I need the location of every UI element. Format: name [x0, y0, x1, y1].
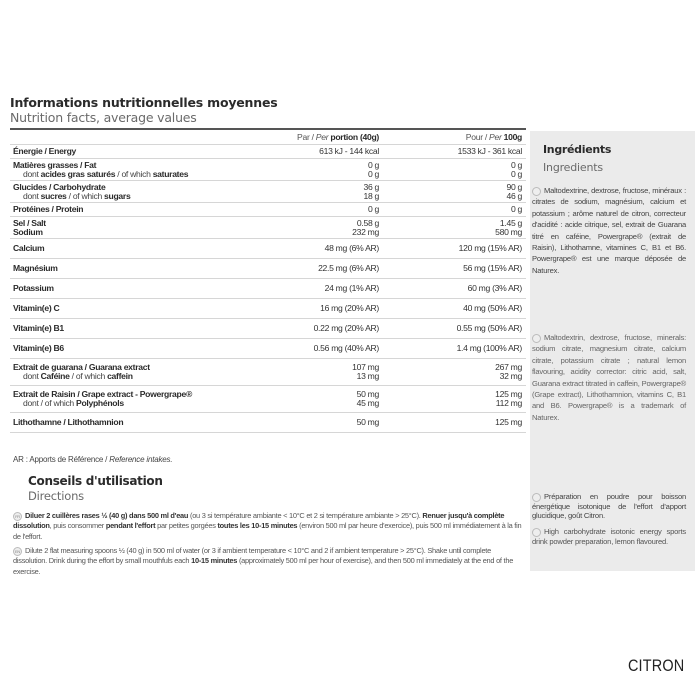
table-row: Calcium 48 mg (6% AR) 120 mg (15% AR) — [10, 239, 526, 259]
table-row: Magnésium 22.5 mg (6% AR) 56 mg (15% AR) — [10, 259, 526, 279]
product-description-en: High carbohydrate isotonic energy sports drink powder preparation, lemon flavoured. — [532, 527, 686, 546]
table-row: Protéines / Protein 0 g 0 g — [10, 203, 526, 217]
ingredients-title-en: Ingredients — [543, 161, 603, 174]
flag-fr-icon — [532, 187, 541, 196]
table-header-row — [10, 131, 526, 145]
flag-en-icon: EN — [14, 548, 21, 554]
directions-fr-text: FR Diluer 2 cuillères rases ½ (40 g) dans 500 ml d'eau (ou 3 si température ambiante < 10°C et 2 si température ambiante > 25°C). Renuer jusqu'à complète dissolution, puis consommer pendant l'effort par petites gorgées toutes les 10-15 minutes (environ 500 ml par heure d'exercice), puis 500 ml immédiatement à la fin de l'effort. — [13, 511, 522, 541]
table-row: Vitamin(e) B1 0.22 mg (20% AR) 0.55 mg (50% AR) — [10, 319, 526, 339]
title-rule — [10, 128, 526, 130]
flag-en-icon — [532, 334, 541, 343]
nutrition-title-fr: Informations nutritionnelles moyennes — [10, 95, 278, 110]
table-row: Potassium 24 mg (1% AR) 60 mg (3% AR) — [10, 279, 526, 299]
directions-title-fr: Conseils d'utilisation — [28, 474, 163, 488]
nutrition-table — [10, 131, 526, 433]
directions-en-text: EN Dilute 2 flat measuring spoons ½ (40 g) in 500 ml of water (or 3 if ambient temperature < 10°C and 2 if ambient temperature > 25°C). Shake until complete dissolution. Drink during the effort by small mouthfuls each 10-15 minutes (approximately 500 ml per hour of exercise), and then 500 ml immediately at the end of the exercise. — [13, 546, 514, 576]
table-row: Énergie / Energy 613 kJ - 144 kcal 1533 kJ - 361 kcal — [10, 145, 526, 159]
table-row: Vitamin(e) B6 0.56 mg (40% AR) 1.4 mg (100% AR) — [10, 339, 526, 359]
flag-en-icon — [532, 528, 541, 537]
flavor-label: CITRON — [627, 656, 684, 675]
reference-intakes-note: AR : Apports de Référence / Reference intakes. — [13, 455, 173, 464]
flag-fr-icon — [532, 493, 541, 502]
table-row: Extrait de Raisin / Grape extract - Powergrape® dont / of which Polyphénols 50 mg 45 mg 125 mg 112 mg — [10, 386, 526, 413]
table-row: Vitamin(e) C 16 mg (20% AR) 40 mg (50% AR) — [10, 299, 526, 319]
directions-title-en: Directions — [28, 489, 84, 503]
product-description-fr: Préparation en poudre pour boisson énergétique isotonique de l'effort d'apport glucidique, goût Citron. — [532, 492, 686, 520]
flag-fr-icon: FR — [13, 512, 22, 521]
column-header-portion: Par / Per portion (40g) — [297, 132, 379, 142]
nutrition-title-en: Nutrition facts, average values — [10, 110, 197, 125]
column-header-per100: Pour / Per 100g — [465, 132, 522, 142]
table-row: Lithothamne / Lithothamnion 50 mg 125 mg — [10, 413, 526, 433]
table-row: Extrait de guarana / Guarana extract dont Caféine / of which caffein 107 mg 13 mg 267 mg 32 mg — [10, 359, 526, 386]
ingredients-title-fr: Ingrédients — [543, 143, 612, 156]
ingredients-en-text: Maltodextrin, dextrose, fructose, minerals: sodium citrate, magnesium citrate, calcium citrate, potassium citrate ; natural lemon flavouring, acidity corrector: citric acid, salt, Guarana extract titrated in caffein, Powergrape® (Grape extract), Lithothamnion, vitamins C, B1 and B6. Powergrape® is a trademark of Naturex. — [532, 333, 686, 422]
table-row: Matières grasses / Fat dont acides gras saturés / of which saturates 0 g 0 g 0 g 0 g — [10, 159, 526, 181]
table-row: Sel / Salt Sodium 0.58 g 232 mg 1.45 g 580 mg — [10, 217, 526, 239]
ingredients-panel — [530, 131, 695, 571]
table-row: Glucides / Carbohydrate dont sucres / of which sugars 36 g 18 g 90 g 46 g — [10, 181, 526, 203]
ingredients-fr-text: Maltodextrine, dextrose, fructose, minéraux : citrates de sodium, magnésium, calcium et potassium ; arôme naturel de citron, correcteur d'acidité : acide citrique, sel, extrait de Guarana titré en caféine, Powergrape® (extrait de Raisin), Lithothamne, vitamines C, B1 et B6. Powergrape® est une marque déposée de Naturex. — [532, 186, 686, 275]
